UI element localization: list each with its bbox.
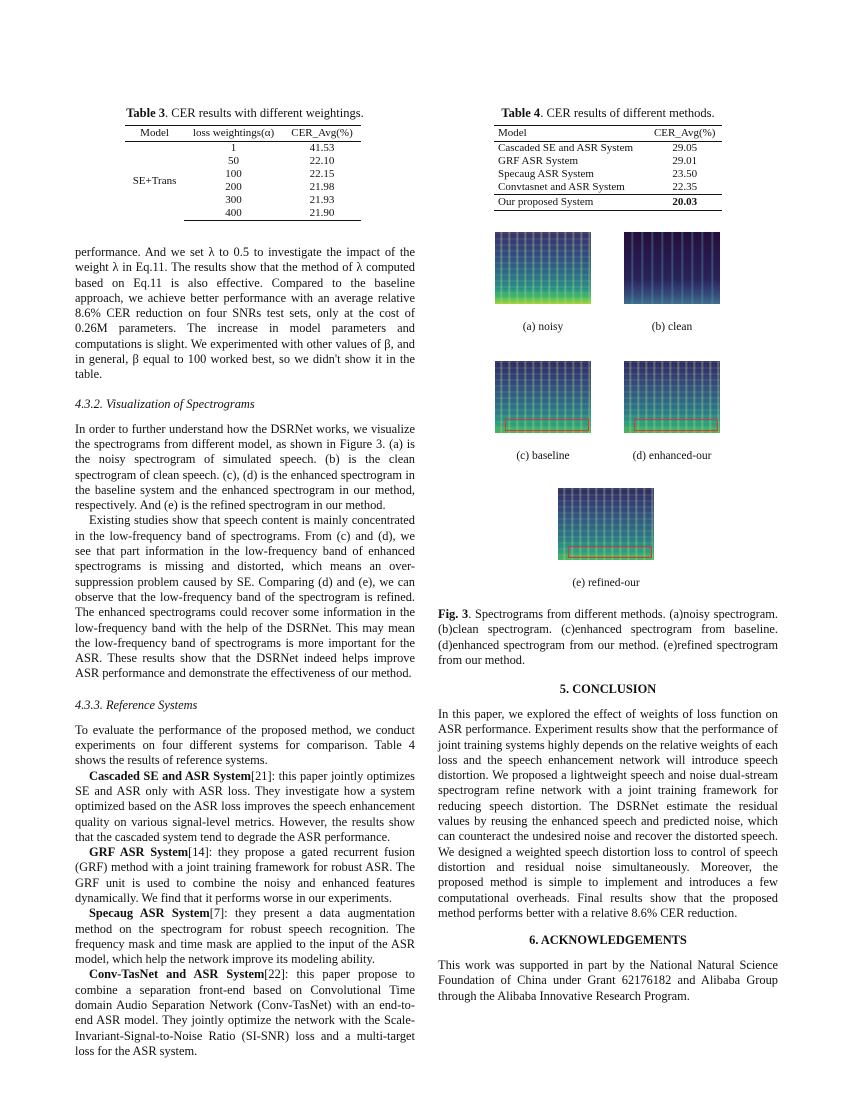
section-4-3-2-heading: 4.3.2. Visualization of Spectrograms xyxy=(75,396,255,411)
paragraph-reference-intro: To evaluate the performance of the proposed method, we conduct experiments on four different systems for comparison. Table 4 shows the results of reference systems. xyxy=(75,722,415,768)
paragraph-analysis: Existing studies show that speech content is mainly concentrated in the low-frequency band of spectrograms. From (c) and (d), we see that part information in the low-frequency band of enhanced spectrograms is missing and distorted, which means an over-suppression problem caused by SE. Comparing (d) and (e), we can observe that the low-frequency band of the spectrogram is refined. The enhanced spectrograms could recover some information in the low-frequency band with the help of the DSRNet. This may mean the low-frequency band of spectrograms is more important for the ASR. These results show that the DSRNet indeed helps improve ASR performance and demonstrate the effectiveness of our method. xyxy=(75,513,415,681)
table3-cer-cell: 21.90 xyxy=(283,207,361,221)
table3-cer-cell: 22.10 xyxy=(309,155,335,167)
table4-cer-cell-best: 20.03 xyxy=(647,195,722,211)
highlight-box xyxy=(568,546,652,558)
table-row xyxy=(494,155,722,168)
table4-model-cell: Convtasnet and ASR System xyxy=(498,181,625,193)
figure3-caption xyxy=(438,607,778,668)
grf-head: GRF ASR System xyxy=(89,845,189,860)
paragraph-conclusion: In this paper, we explored the effect of weights of loss function on ASR performance. Experiment results show that the performance of joint training systems highly depends on the relative weights of each loss and the speech enhancement network will introduce speech distortion. We proposed a lightweight speech and noise dual-stream spectrogram refine network with a joint training framework for reducing speech distortion. The DSRNet estimate the residual values by reusing the enhanced speech and predicted noise, which can counteract the undesired noise and recover the distorted speech. We designed a weighted speech distortion loss to control of speech distortion and residual noise simultaneously. Moreover, the proposed method is simple to implement and introduces a few computational overheads. Final results show that the proposed method performs better with a relative 8.6% CER reduction. xyxy=(438,707,778,920)
table3-weight-cell: 400 xyxy=(184,207,283,221)
table4-cer-cell: 23.50 xyxy=(672,168,698,180)
paragraph-grf xyxy=(75,845,415,906)
table4-model-cell: Specaug ASR System xyxy=(498,168,594,180)
table3-cer-cell: 22.15 xyxy=(309,168,335,180)
table4-header-model: Model xyxy=(494,126,647,142)
highlight-box xyxy=(634,419,718,431)
table-row-final xyxy=(494,195,722,211)
table4-cer-cell: 29.01 xyxy=(672,155,698,167)
table3-weight-cell: 300 xyxy=(225,194,242,206)
subfig-label-b: (b) clean xyxy=(651,321,693,333)
table4-model-cell: Our proposed System xyxy=(494,195,647,211)
table3-header-model: Model xyxy=(125,126,184,142)
highlight-box xyxy=(505,419,589,431)
table3-label: Table 3 xyxy=(126,106,166,120)
subfig-label-e: (e) refined-our xyxy=(572,577,640,589)
conclusion-heading: 5. CONCLUSION xyxy=(559,682,657,696)
right-column-top xyxy=(438,106,778,211)
grf-ref: [14] xyxy=(188,845,209,860)
cascaded-text: : this paper jointly optimizes SE and ASR only with ASR loss. They investigate how a system optimized based on the ASR loss improves the speech enhancement quality on various signal-level metrics. However, the results show that the cascaded system tend to degrade the ASR performance. xyxy=(75,768,415,844)
subfig-label-a: (a) noisy xyxy=(522,321,564,333)
paragraph-results: performance. And we set λ to 0.5 to investigate the impact of the weight λ in Eq.11. The results show that the method of λ computed based on Eq.11 is also effective. Compared to the baseline approach, we achieve better performance with an average relative 8.6% CER reduction on four SNRs test sets, only at the cost of 0.26M parameters. The increase in model parameters and computations is slight. We experimented with other values of β, and in general, β equal to 100 worked best, so we didn't show it in the table. xyxy=(75,245,415,382)
convtasnet-ref: [22] xyxy=(264,967,285,982)
table3-cer-cell: 41.53 xyxy=(309,142,335,154)
table3-weight-cell: 100 xyxy=(225,168,242,180)
table3-model-cell: SE+Trans xyxy=(132,174,177,187)
table4-label: Table 4 xyxy=(501,106,541,120)
spectrogram-clean xyxy=(624,232,720,304)
table4-cer-cell: 29.05 xyxy=(672,142,698,154)
left-column xyxy=(75,106,415,1059)
paragraph-visualization: In order to further understand how the DSRNet works, we visualize the spectrograms from different model, as shown in Figure 3. (a) is the noisy spectrogram of simulated speech. (b) is the clean spectrogram of clean speech. (c), (d) is the enhanced spectrogram in the baseline system and the enhanced spectrogram in our method, respectively. And (e) is the refined spectrogram in our method. xyxy=(75,421,415,513)
specaug-head: Specaug ASR System xyxy=(89,906,210,921)
table-row xyxy=(494,142,722,156)
table3-weight-cell: 50 xyxy=(228,155,240,167)
table3-weight-cell: 1 xyxy=(230,142,237,154)
paragraph-convtasnet xyxy=(75,967,415,1059)
cascaded-ref: [21] xyxy=(250,768,272,783)
table3-header-cer: CER_Avg(%) xyxy=(283,126,361,142)
spectrogram-refined-our xyxy=(558,488,654,560)
table3-caption-text: . CER results with different weightings. xyxy=(165,106,364,120)
table4 xyxy=(494,125,722,211)
table4-cer-cell: 22.35 xyxy=(672,181,698,193)
paragraph-cascaded xyxy=(75,769,415,845)
specaug-ref: [7] xyxy=(209,906,225,921)
table4-model-cell: Cascaded SE and ASR System xyxy=(498,142,634,154)
table4-caption-text: . CER results of different methods. xyxy=(540,106,715,120)
specaug-text: : they present a data augmentation method on the spectrogram for robust speech recognition. The frequency mask and time mask are applied to the input of the ASR model, which help the network improve its modeling ability. xyxy=(75,906,416,967)
table4-model-cell: GRF ASR System xyxy=(498,155,579,167)
table-row xyxy=(494,181,722,195)
table3-caption xyxy=(75,106,415,121)
subfig-label-d: (d) enhanced-our xyxy=(632,450,712,462)
cascaded-head: Cascaded SE and ASR System xyxy=(89,768,251,783)
figure3-caption-text: . Spectrograms from different methods. (a)noisy spectrogram. (b)clean spectrogram. (c)enhanced spectrogram from baseline. (d)enhanced spectrogram from our method. (e)refined spectrogram from our method. xyxy=(438,607,778,667)
right-column-bottom xyxy=(438,670,778,1004)
paragraph-acknowledgements: This work was supported in part by the National Natural Science Foundation of China under Grant 62176182 and Alibaba Group through the Alibaba Innovative Research Program. xyxy=(438,958,778,1003)
table-row xyxy=(494,168,722,181)
convtasnet-head: Conv-TasNet and ASR System xyxy=(89,967,265,982)
table3-cer-cell: 21.93 xyxy=(309,194,335,206)
table3-header-weight: loss weightings(α) xyxy=(184,126,283,142)
spectrogram-noisy xyxy=(495,232,591,304)
table3-weight-cell: 200 xyxy=(225,181,242,193)
table3 xyxy=(125,125,361,221)
table4-caption xyxy=(438,106,778,121)
table-row xyxy=(125,142,361,156)
figure3-label: Fig. 3 xyxy=(438,607,469,621)
spectrogram-enhanced-our xyxy=(624,361,720,433)
grf-text: : they propose a gated recurrent fusion (GRF) method with a joint training framework for robust ASR. The GRF unit is used to combine the noisy and enhanced features dynamically. We find that it performs worse in our experiments. xyxy=(75,845,415,905)
spectrogram-baseline xyxy=(495,361,591,433)
table4-header-cer: CER_Avg(%) xyxy=(647,126,722,142)
acknowledgements-heading: 6. ACKNOWLEDGEMENTS xyxy=(529,933,687,948)
section-4-3-3-heading: 4.3.3. Reference Systems xyxy=(75,697,198,712)
subfig-label-c: (c) baseline xyxy=(516,450,570,462)
convtasnet-text: : this paper propose to combine a separation front-end based on Convolutional Time domain Audio Separation Network (Conv-TasNet) with an end-to-end ASR model. They jointly optimize the network with the Scale-Invariant-Signal-to-Noise Ratio (SI-SNR) loss and a multi-target loss for the ASR system. xyxy=(75,967,415,1058)
table3-cer-cell: 21.98 xyxy=(309,181,335,193)
paragraph-specaug xyxy=(75,906,415,967)
